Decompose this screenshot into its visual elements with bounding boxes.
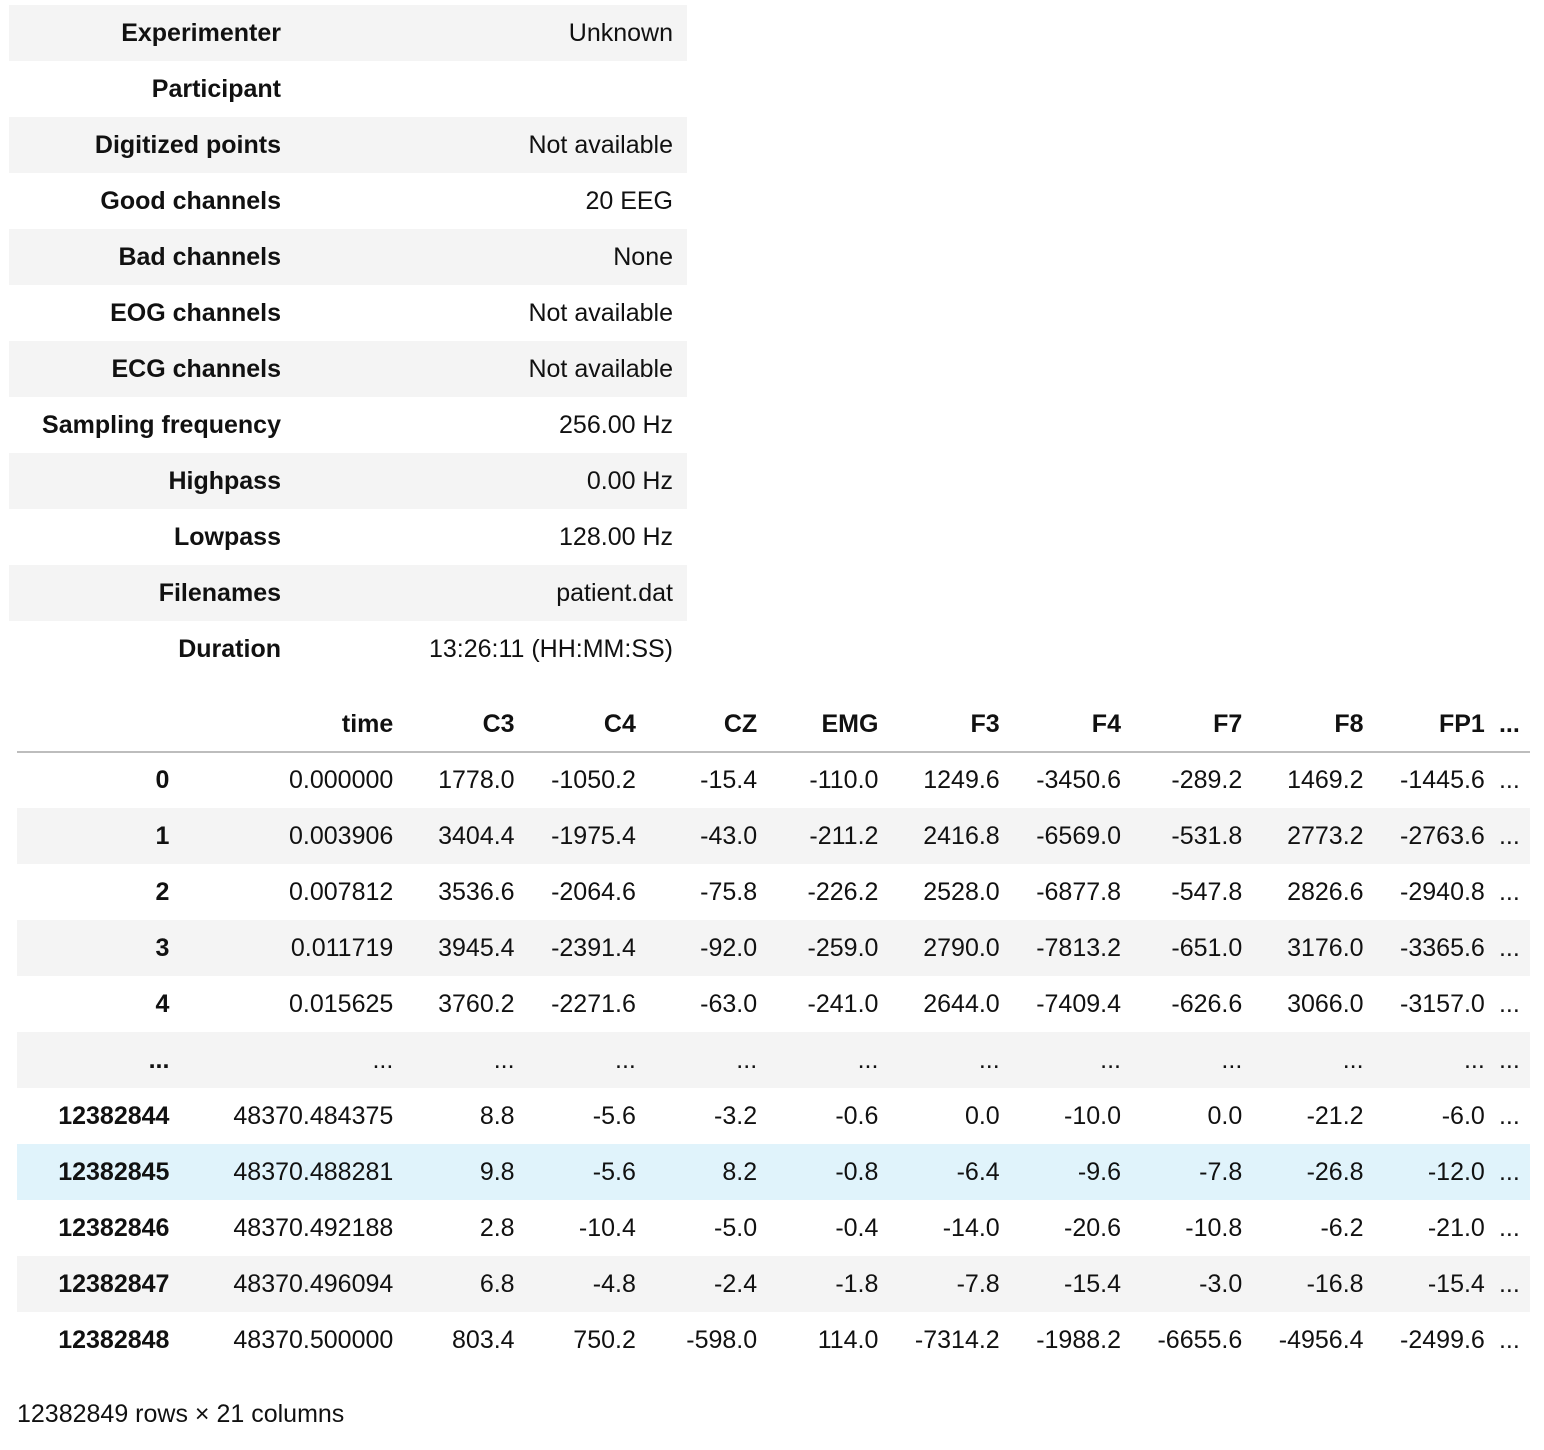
table-cell: 2790.0 [923, 933, 1000, 962]
table-cell: 0.0 [964, 1101, 1000, 1130]
table-cell: 3760.2 [438, 989, 515, 1018]
table-cell: -1445.6 [1400, 766, 1485, 794]
info-row [9, 5, 687, 61]
info-value: 256.00 Hz [559, 410, 673, 439]
table-cell: 3066.0 [1287, 989, 1364, 1018]
table-cell: -10.0 [1064, 1101, 1121, 1130]
table-cell: 3536.6 [438, 877, 515, 906]
table-row [17, 1200, 1530, 1256]
row-index: 0 [155, 766, 170, 794]
table-cell: ... [1498, 1157, 1520, 1186]
table-cell: 2.8 [479, 1213, 515, 1242]
table-cell: -2940.8 [1400, 877, 1485, 906]
info-label: Lowpass [174, 522, 281, 551]
table-cell: -7314.2 [914, 1325, 1000, 1354]
table-cell: -26.8 [1306, 1157, 1364, 1186]
info-label: Sampling frequency [42, 410, 281, 439]
column-header: C4 [519, 697, 640, 752]
table-cell: ... [493, 1045, 515, 1074]
table-cell: 2773.2 [1287, 821, 1364, 850]
table-cell: -241.0 [807, 989, 879, 1018]
table-cell: ... [1498, 1045, 1520, 1074]
info-value: 128.00 Hz [559, 522, 673, 551]
info-value: None [613, 242, 673, 271]
table-cell: 0.011719 [290, 933, 394, 962]
table-cell: ... [615, 1045, 636, 1074]
column-header: time [181, 697, 397, 752]
info-row [9, 453, 687, 509]
table-cell: 3404.4 [438, 821, 515, 850]
table-cell: -2763.6 [1400, 821, 1485, 850]
info-label: Duration [178, 634, 281, 663]
table-cell: -14.0 [942, 1213, 1000, 1242]
info-label: EOG channels [110, 298, 281, 327]
table-cell: ... [736, 1045, 758, 1074]
table-cell: ... [1100, 1045, 1121, 1074]
info-row [9, 173, 687, 229]
table-cell: -626.6 [1171, 989, 1243, 1018]
dataframe-table [17, 697, 1530, 1368]
table-cell: -1988.2 [1036, 1325, 1121, 1354]
table-cell: -6.0 [1441, 1101, 1485, 1130]
table-cell: ... [1498, 877, 1520, 906]
table-cell: 1469.2 [1287, 766, 1364, 794]
table-cell: 3176.0 [1287, 933, 1364, 962]
table-cell: -20.6 [1064, 1213, 1121, 1242]
table-cell: 0.000000 [289, 766, 394, 794]
table-cell: -9.6 [1077, 1157, 1121, 1186]
column-header: ... [1489, 697, 1530, 752]
info-value: 20 EEG [585, 186, 673, 215]
table-cell: 3945.4 [438, 933, 515, 962]
dataframe-shape-summary: 12382849 rows × 21 columns [17, 1400, 345, 1428]
info-row [9, 509, 687, 565]
table-cell: -289.2 [1171, 766, 1243, 794]
info-value: 0.00 Hz [586, 466, 673, 495]
info-value: Unknown [568, 18, 673, 47]
info-value [287, 61, 687, 117]
table-cell: 6.8 [479, 1269, 515, 1298]
info-row [9, 341, 687, 397]
table-cell: 2528.0 [923, 877, 1000, 906]
table-cell: -3450.6 [1036, 766, 1121, 794]
table-row [17, 976, 1530, 1032]
table-cell: -15.4 [1427, 1269, 1485, 1298]
table-cell: ... [1498, 1325, 1520, 1354]
table-cell: -15.4 [700, 766, 758, 794]
row-index: ... [148, 1045, 170, 1074]
table-cell: -0.4 [835, 1213, 879, 1242]
info-value: Not available [528, 298, 673, 327]
info-value: patient.dat [556, 578, 673, 607]
info-label: Highpass [168, 466, 281, 495]
info-label: Experimenter [121, 18, 281, 47]
table-cell: -7409.4 [1036, 989, 1121, 1018]
table-cell: 803.4 [452, 1325, 515, 1354]
table-cell: 0.007812 [289, 877, 394, 906]
table-cell: -6877.8 [1036, 877, 1121, 906]
table-cell: -3365.6 [1400, 933, 1485, 962]
table-cell: 48370.488281 [233, 1157, 394, 1186]
table-cell: ... [1463, 1045, 1485, 1074]
table-cell: 2644.0 [923, 989, 1000, 1018]
info-row [9, 621, 687, 677]
table-row [17, 1312, 1530, 1368]
table-cell: -4.8 [592, 1269, 636, 1298]
table-row [17, 1032, 1530, 1088]
column-header: F8 [1246, 697, 1367, 752]
table-cell: -75.8 [700, 877, 758, 906]
row-index: 12382845 [58, 1157, 170, 1186]
table-cell: -16.8 [1306, 1269, 1364, 1298]
table-cell: ... [372, 1045, 394, 1074]
table-cell: 9.8 [479, 1157, 515, 1186]
table-cell: -10.4 [578, 1213, 636, 1242]
table-cell: -2499.6 [1400, 1325, 1485, 1354]
table-row [17, 1144, 1530, 1200]
table-cell: -6569.0 [1036, 821, 1121, 850]
row-index: 12382844 [58, 1101, 170, 1130]
table-cell: 750.2 [573, 1325, 636, 1354]
table-cell: -2064.6 [551, 877, 636, 906]
table-cell: 48370.500000 [233, 1325, 394, 1354]
column-header: F7 [1125, 697, 1246, 752]
info-row [9, 229, 687, 285]
info-label: Bad channels [118, 242, 281, 271]
row-index: 12382847 [58, 1269, 170, 1298]
table-cell: -21.2 [1306, 1101, 1364, 1130]
row-index: 12382848 [58, 1325, 170, 1354]
info-value: Not available [528, 354, 673, 383]
column-header: CZ [640, 697, 761, 752]
table-row [17, 1256, 1530, 1312]
table-cell: ... [1498, 821, 1520, 850]
row-index: 3 [155, 933, 170, 962]
column-header: F4 [1004, 697, 1125, 752]
table-cell: -2271.6 [551, 989, 636, 1018]
table-cell: -3157.0 [1400, 989, 1485, 1018]
table-cell: -5.6 [592, 1157, 636, 1186]
info-row [9, 61, 687, 117]
table-cell: ... [1498, 989, 1520, 1018]
info-label: Participant [151, 74, 281, 103]
info-label: Good channels [100, 186, 281, 215]
table-cell: -6655.6 [1157, 1325, 1243, 1354]
row-index: 2 [155, 877, 170, 906]
table-cell: 48370.484375 [233, 1101, 394, 1130]
table-cell: -0.6 [835, 1101, 879, 1130]
table-cell: 1778.0 [438, 766, 515, 794]
table-cell: ... [1221, 1045, 1243, 1074]
table-row [17, 1088, 1530, 1144]
info-row [9, 397, 687, 453]
table-cell: 1249.6 [923, 766, 1000, 794]
table-cell: -92.0 [700, 933, 758, 962]
table-cell: -0.8 [835, 1157, 879, 1186]
table-cell: -3.2 [714, 1101, 758, 1130]
table-row [17, 920, 1530, 976]
table-cell: 8.2 [722, 1157, 758, 1186]
table-cell: -1.8 [835, 1269, 879, 1298]
table-cell: -6.2 [1320, 1213, 1364, 1242]
table-cell: -7.8 [1199, 1157, 1243, 1186]
table-cell: -63.0 [700, 989, 758, 1018]
table-cell: ... [1498, 1269, 1520, 1298]
table-cell: -21.0 [1427, 1213, 1485, 1242]
table-cell: ... [978, 1045, 1000, 1074]
table-cell: -651.0 [1171, 933, 1243, 962]
info-row [9, 565, 687, 621]
table-cell: -2.4 [714, 1269, 758, 1298]
table-cell: -4956.4 [1278, 1325, 1364, 1354]
table-cell: -211.2 [809, 821, 879, 850]
table-cell: -5.0 [714, 1213, 758, 1242]
table-cell: -7.8 [956, 1269, 1000, 1298]
table-cell: ... [1498, 1101, 1520, 1130]
table-cell: -10.8 [1185, 1213, 1243, 1242]
row-index: 1 [155, 821, 170, 850]
info-value: Not available [528, 130, 673, 159]
table-cell: -259.0 [807, 933, 879, 962]
table-cell: 48370.496094 [233, 1269, 394, 1298]
row-index: 4 [155, 989, 170, 1018]
info-value: 13:26:11 (HH:MM:SS) [428, 634, 673, 663]
table-cell: -12.0 [1427, 1157, 1485, 1186]
table-cell: -547.8 [1171, 877, 1243, 906]
info-label: Digitized points [94, 130, 281, 159]
table-cell: 2416.8 [923, 821, 1000, 850]
table-cell: -110.0 [809, 766, 879, 794]
table-cell: -5.6 [592, 1101, 636, 1130]
table-cell: ... [1498, 933, 1520, 962]
table-cell: -531.8 [1171, 821, 1243, 850]
table-cell: -1975.4 [551, 821, 636, 850]
column-header: EMG [761, 697, 882, 752]
table-cell: 0.003906 [289, 821, 394, 850]
table-cell: -226.2 [807, 877, 879, 906]
info-label: Filenames [158, 578, 281, 607]
row-index: 12382846 [58, 1213, 170, 1242]
table-cell: ... [1498, 766, 1520, 794]
table-cell: -3.0 [1199, 1269, 1243, 1298]
table-cell: 114.0 [817, 1325, 879, 1354]
table-cell: -7813.2 [1036, 933, 1121, 962]
table-row [17, 752, 1530, 808]
info-label: ECG channels [111, 354, 281, 383]
table-row [17, 864, 1530, 920]
table-cell: 48370.492188 [233, 1213, 394, 1242]
table-cell: -1050.2 [551, 766, 636, 794]
table-cell: ... [857, 1045, 879, 1074]
column-header: FP1 [1368, 697, 1489, 752]
table-cell: -598.0 [686, 1325, 758, 1354]
column-header: C3 [397, 697, 518, 752]
table-cell: -2391.4 [551, 933, 636, 962]
dataframe-header-row [17, 697, 1530, 752]
info-row [9, 285, 687, 341]
index-header [17, 697, 181, 752]
table-cell: 2826.6 [1287, 877, 1364, 906]
info-table [9, 5, 687, 677]
table-cell: 8.8 [479, 1101, 515, 1130]
table-cell: 0.015625 [289, 989, 394, 1018]
table-cell: -43.0 [700, 821, 758, 850]
table-cell: -6.4 [956, 1157, 1000, 1186]
table-cell: ... [1342, 1045, 1364, 1074]
table-row [17, 808, 1530, 864]
table-cell: -15.4 [1064, 1269, 1121, 1298]
table-cell: 0.0 [1207, 1101, 1243, 1130]
table-cell: ... [1498, 1213, 1520, 1242]
column-header: F3 [882, 697, 1003, 752]
info-row [9, 117, 687, 173]
